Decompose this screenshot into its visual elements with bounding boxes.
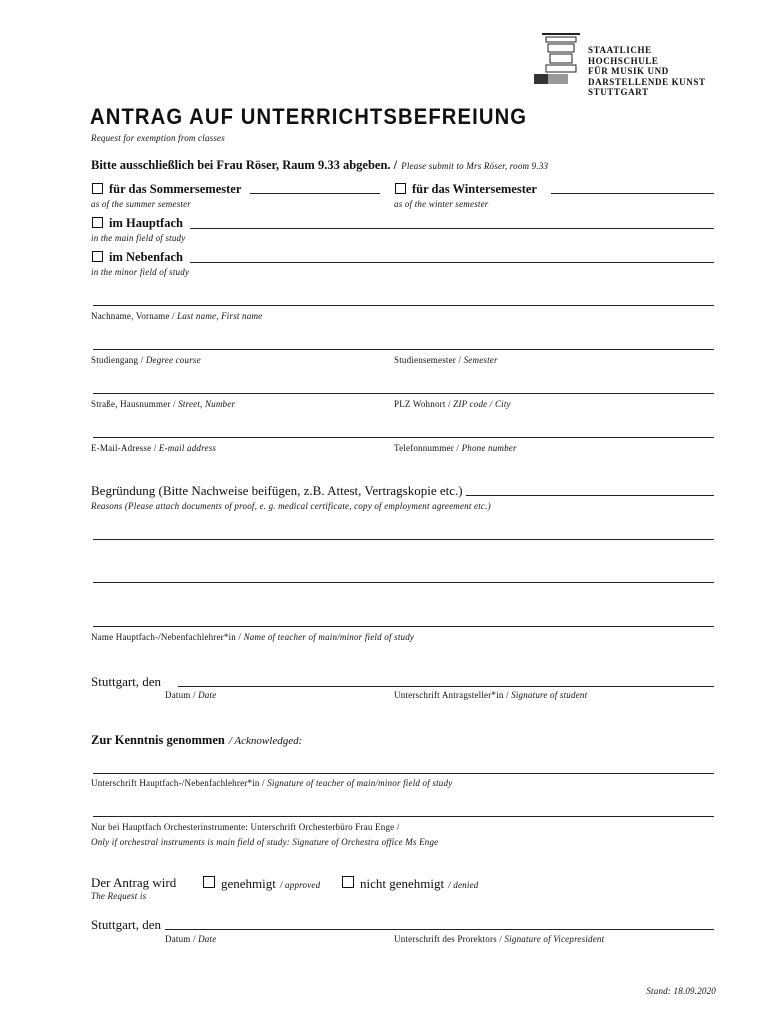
phone-caption-de: Telefonnummer / [394, 443, 460, 453]
name-caption-en: Last name, First name [177, 311, 263, 321]
date-caption-1-en: Date [198, 690, 217, 700]
vicepresident-signature-caption [394, 934, 604, 944]
degree-caption-de: Studiengang / [91, 355, 144, 365]
reason-en: Reasons (Please attach documents of proof, e. g. medical certificate, copy of employment agreement etc.) [91, 501, 491, 511]
hochschule-logo-icon [532, 33, 584, 87]
orchestra-signature-line[interactable] [93, 816, 714, 817]
date-caption-2 [165, 934, 216, 944]
approved-checkbox[interactable] [203, 876, 215, 888]
zip-caption-en: ZIP code / City [453, 399, 511, 409]
acknowledged-de: Zur Kenntnis genommen [91, 733, 225, 747]
page-subtitle: Request for exemption from classes [91, 133, 225, 143]
street-caption-de: Straße, Hausnummer / [91, 399, 176, 409]
teacher-name-caption-de: Name Hauptfach-/Nebenfachlehrer*in / [91, 632, 242, 642]
acknowledged-en: / Acknowledged: [228, 735, 303, 747]
degree-line[interactable] [93, 349, 714, 350]
teacher-signature-caption-en: Signature of teacher of main/minor field of study [267, 778, 453, 788]
main-field-en: in the main field of study [91, 233, 186, 243]
email-caption-en: E-mail address [158, 443, 217, 453]
semester-caption [394, 355, 498, 365]
decision-label: Der Antrag wird [91, 875, 177, 890]
teacher-signature-caption [91, 778, 452, 788]
footer-stand: Stand: 18.09.2020 [646, 986, 716, 996]
logo-line-2: FÜR MUSIK UND [588, 66, 669, 76]
instruction-en: Please submit to Mrs Röser, room 9.33 [401, 161, 549, 171]
street-caption-en: Street, Number [178, 399, 236, 409]
student-signature-caption [394, 690, 587, 700]
logo-line-1: STAATLICHE HOCHSCHULE [588, 45, 659, 66]
degree-caption-en: Degree course [145, 355, 201, 365]
place-date-line-2[interactable] [165, 929, 714, 930]
denied-checkbox[interactable] [342, 876, 354, 888]
approved-option [221, 875, 320, 893]
instruction-main: Bitte ausschließlich bei Frau Röser, Raum 9.33 abgeben. / [91, 158, 398, 172]
teacher-name-caption [91, 632, 414, 642]
minor-field-label: im Nebenfach [109, 250, 183, 264]
zip-caption-de: PLZ Wohnort / [394, 399, 451, 409]
summer-semester-en: as of the summer semester [91, 199, 191, 209]
main-field-line[interactable] [190, 228, 714, 229]
approved-en: / approved [279, 880, 321, 890]
phone-caption [394, 443, 517, 453]
summer-semester-checkbox[interactable] [92, 183, 103, 194]
orchestra-caption-de: Nur bei Hauptfach Orchesterinstrumente: Unterschrift Orchesterbüro Frau Enge / [91, 822, 400, 832]
logo [532, 33, 722, 97]
date-caption-1 [165, 690, 216, 700]
orchestra-caption-en: Only if orchestral instruments is main field of study: Signature of Orchestra office Ms Enge [91, 837, 439, 847]
place-date-line-1[interactable] [178, 686, 714, 687]
reason-label: Begründung (Bitte Nachweise beifügen, z.B. Attest, Vertragskopie etc.) [91, 483, 463, 498]
logo-line-3: DARSTELLENDE KUNST [588, 76, 706, 87]
place-date-label-2: Stuttgart, den [91, 917, 162, 932]
street-caption [91, 399, 235, 409]
reason-line-3[interactable] [93, 626, 714, 627]
zip-caption [394, 399, 511, 409]
main-field-label: im Hauptfach [109, 216, 183, 230]
denied-en: / denied [448, 880, 479, 890]
denied-option [360, 875, 478, 893]
email-caption [91, 443, 216, 453]
email-caption-de: E-Mail-Adresse / [91, 443, 157, 453]
name-caption [91, 311, 262, 321]
summer-semester-label: für das Sommersemester [109, 182, 242, 196]
reason-line-1[interactable] [93, 539, 714, 540]
date-caption-2-en: Date [198, 934, 217, 944]
teacher-signature-caption-de: Unterschrift Hauptfach-/Nebenfachlehrer*in / [91, 778, 265, 788]
email-line[interactable] [93, 437, 714, 438]
place-date-label-1: Stuttgart, den [91, 674, 162, 689]
name-caption-de: Nachname, Vorname / [91, 311, 175, 321]
student-signature-caption-en: Signature of student [511, 690, 588, 700]
instruction [91, 156, 548, 174]
vicepresident-signature-caption-en: Signature of Vicepresident [504, 934, 605, 944]
logo-line-4: STUTTGART [588, 87, 649, 97]
student-signature-caption-de: Unterschrift Antragsteller*in / [394, 690, 509, 700]
vicepresident-signature-caption-de: Unterschrift des Prorektors / [394, 934, 503, 944]
semester-caption-de: Studiensemester / [394, 355, 462, 365]
winter-semester-line[interactable] [551, 193, 714, 194]
teacher-signature-line[interactable] [93, 773, 714, 774]
name-line[interactable] [93, 305, 714, 306]
street-line[interactable] [93, 393, 714, 394]
semester-caption-en: Semester [463, 355, 498, 365]
main-field-checkbox[interactable] [92, 217, 103, 228]
winter-semester-en: as of the winter semester [394, 199, 489, 209]
reason-label-line[interactable] [466, 495, 714, 496]
minor-field-en: in the minor field of study [91, 267, 190, 277]
decision-label-en: The Request is [91, 891, 147, 901]
page-title: ANTRAG AUF UNTERRICHTSBEFREIUNG [90, 104, 528, 129]
degree-caption [91, 355, 201, 365]
minor-field-checkbox[interactable] [92, 251, 103, 262]
winter-semester-checkbox[interactable] [395, 183, 406, 194]
date-caption-2-de: Datum / [165, 934, 196, 944]
teacher-name-caption-en: Name of teacher of main/minor field of study [243, 632, 415, 642]
winter-semester-label: für das Wintersemester [412, 182, 537, 196]
denied-de: nicht genehmigt [360, 876, 445, 891]
summer-semester-line[interactable] [250, 193, 380, 194]
date-caption-1-de: Datum / [165, 690, 196, 700]
reason-line-2[interactable] [93, 582, 714, 583]
acknowledged-heading [91, 731, 302, 749]
minor-field-line[interactable] [190, 262, 714, 263]
approved-de: genehmigt [221, 876, 276, 891]
phone-caption-en: Phone number [461, 443, 517, 453]
